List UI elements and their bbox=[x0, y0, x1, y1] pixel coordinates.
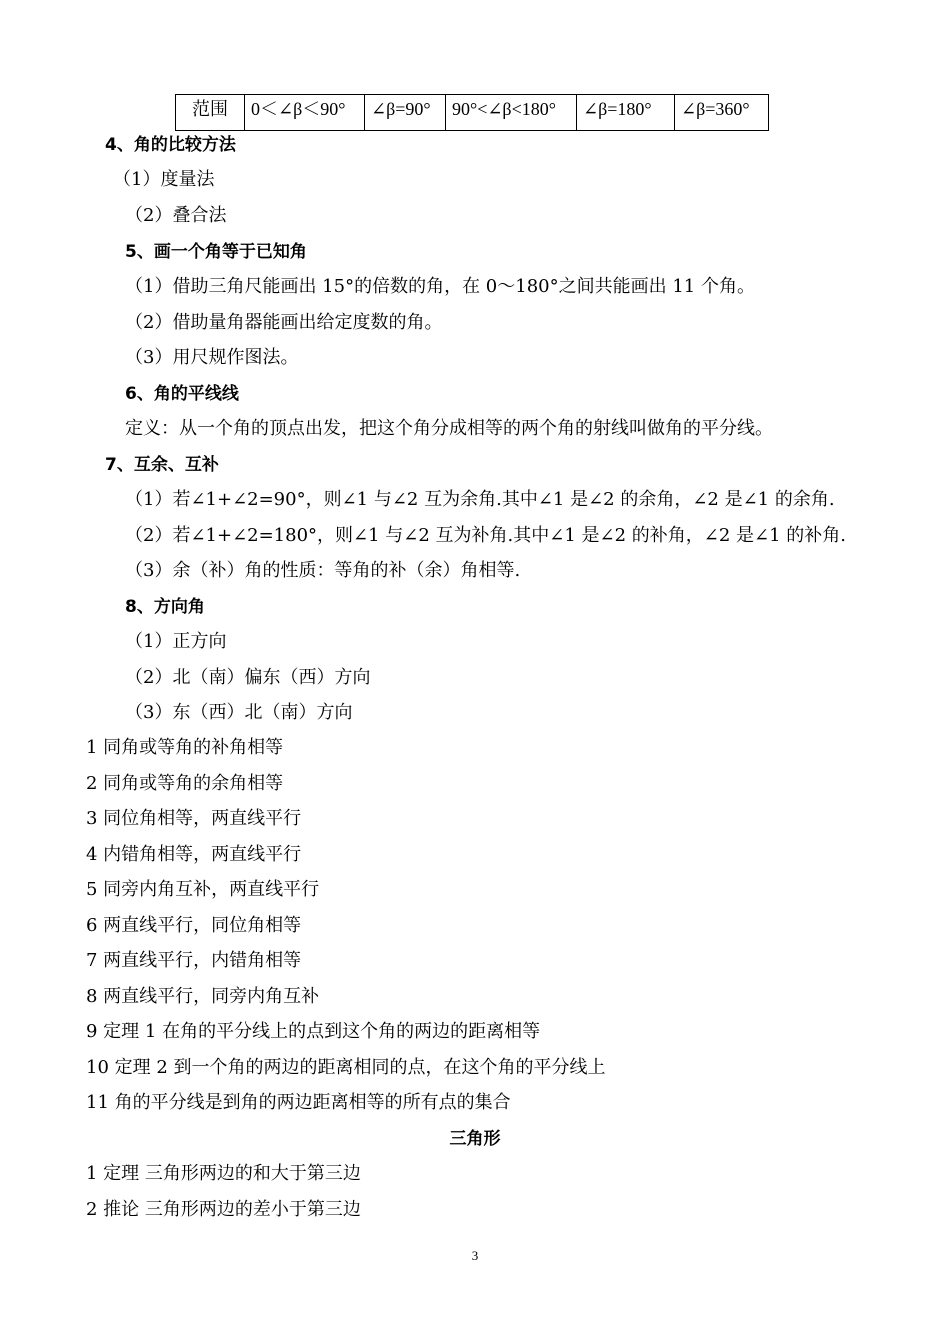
table-cell-obtuse: 90°<∠β<180° bbox=[446, 95, 577, 131]
table-row bbox=[176, 95, 769, 131]
section-heading-complement: 7、互余、互补 bbox=[105, 455, 219, 475]
definition-text: 定义：从一个角的顶点出发，把这个角分成相等的两个角的射线叫做角的平分线。 bbox=[125, 418, 773, 439]
list-item: （2）北（南）偏东（西）方向 bbox=[125, 667, 371, 688]
theorem-item: 9 定理 1 在角的平分线上的点到这个角的两边的距离相等 bbox=[86, 1021, 541, 1042]
section-heading-direction: 8、方向角 bbox=[125, 597, 205, 617]
section-heading-draw: 5、画一个角等于已知角 bbox=[125, 242, 307, 262]
theorem-item: 8 两直线平行，同旁内角互补 bbox=[86, 986, 320, 1007]
angle-range-table bbox=[175, 94, 769, 131]
page-number: 3 bbox=[471, 1248, 479, 1263]
theorem-item: 11 角的平分线是到角的两边距离相等的所有点的集合 bbox=[86, 1092, 511, 1113]
theorem-item: 3 同位角相等，两直线平行 bbox=[86, 808, 302, 829]
table-cell-right: ∠β=90° bbox=[365, 95, 446, 131]
theorem-item: 5 同旁内角互补，两直线平行 bbox=[86, 879, 320, 900]
list-item: （3）用尺规作图法。 bbox=[125, 347, 299, 368]
theorem-item: 10 定理 2 到一个角的两边的距离相同的点，在这个角的平分线上 bbox=[86, 1057, 606, 1078]
list-item: （1）正方向 bbox=[125, 631, 227, 652]
theorem-item: 2 同角或等角的余角相等 bbox=[86, 773, 284, 794]
list-item: （2）叠合法 bbox=[125, 205, 227, 226]
theorem-item: 1 同角或等角的补角相等 bbox=[86, 737, 284, 758]
list-item: （3）东（西）北（南）方向 bbox=[125, 702, 353, 723]
table-cell-acute: 0＜∠β＜90° bbox=[245, 95, 365, 131]
theorem-item: 2 推论 三角形两边的差小于第三边 bbox=[86, 1199, 361, 1220]
section-heading-bisector: 6、角的平线线 bbox=[125, 384, 239, 404]
list-item: （3）余（补）角的性质：等角的补（余）角相等. bbox=[125, 560, 521, 581]
theorem-item: 6 两直线平行，同位角相等 bbox=[86, 915, 302, 936]
section-title-triangle: 三角形 bbox=[449, 1129, 501, 1149]
table-cell-range-label: 范围 bbox=[176, 95, 245, 131]
list-item: （1）若∠1+∠2=90°，则∠1 与∠2 互为余角.其中∠1 是∠2 的余角，∠2 是∠1 的余角. bbox=[125, 489, 835, 510]
table-cell-round: ∠β=360° bbox=[675, 95, 769, 131]
list-item: （2）若∠1+∠2=180°，则∠1 与∠2 互为补角.其中∠1 是∠2 的补角，∠2 是∠1 的补角. bbox=[125, 525, 847, 546]
theorem-item: 1 定理 三角形两边的和大于第三边 bbox=[86, 1163, 361, 1184]
theorem-item: 4 内错角相等，两直线平行 bbox=[86, 844, 302, 865]
section-heading-compare: 4、角的比较方法 bbox=[105, 135, 236, 155]
theorem-item: 7 两直线平行，内错角相等 bbox=[86, 950, 302, 971]
list-item: （2）借助量角器能画出给定度数的角。 bbox=[125, 312, 443, 333]
table-cell-straight: ∠β=180° bbox=[577, 95, 675, 131]
list-item: （1）借助三角尺能画出 15°的倍数的角，在 0～180°之间共能画出 11 个角。 bbox=[125, 276, 755, 297]
list-item: （1）度量法 bbox=[113, 169, 215, 190]
